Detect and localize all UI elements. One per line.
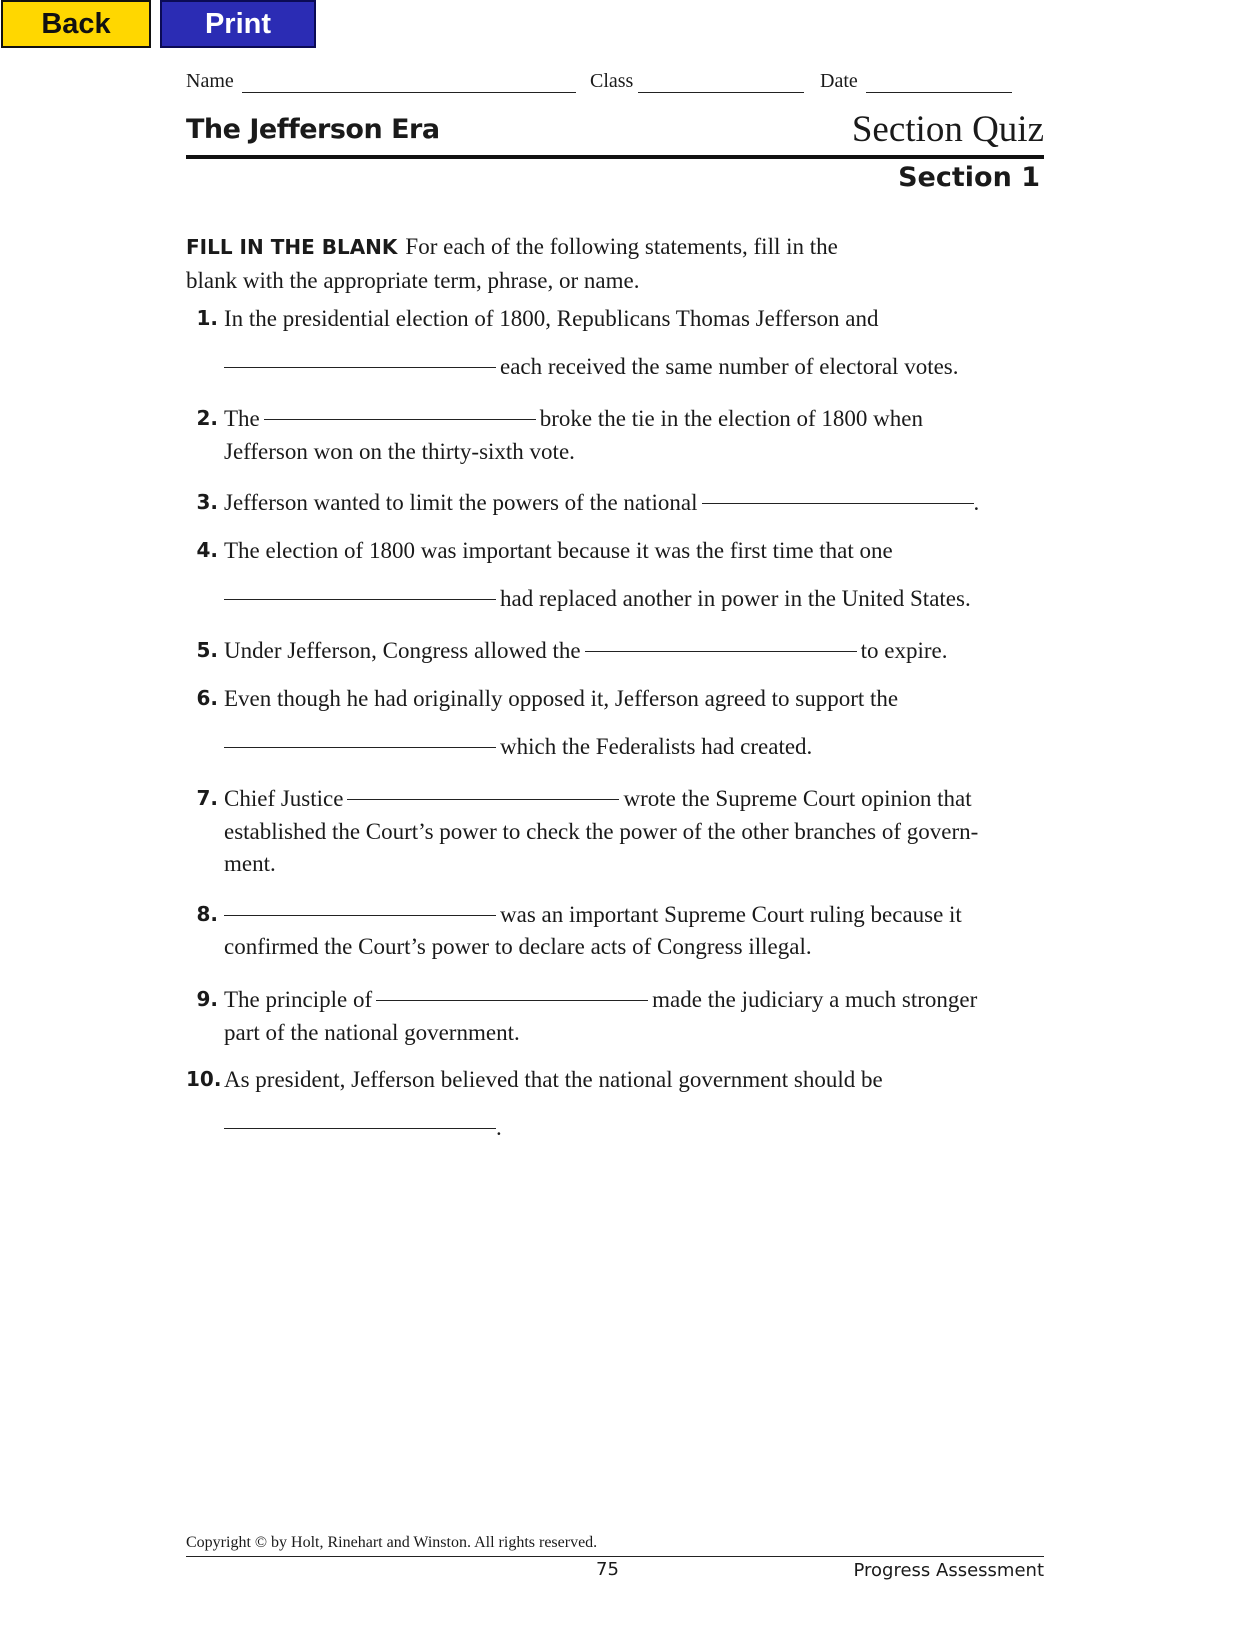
question-text: was an important Supreme Court ruling because it	[500, 902, 962, 927]
print-button[interactable]: Print	[160, 0, 316, 48]
question-number: 7.	[196, 786, 218, 810]
answer-blank[interactable]	[585, 650, 857, 652]
question-text: established the Court’s power to check the power of the other branches of govern-	[224, 819, 979, 844]
instructions-line2: blank with the appropriate term, phrase, or name.	[186, 268, 640, 293]
footer-label: Progress Assessment	[853, 1560, 1044, 1581]
question-text: confirmed the Court’s power to declare acts of Congress illegal.	[224, 934, 812, 959]
question-text: which the Federalists had created.	[500, 734, 813, 759]
date-label: Date	[820, 70, 858, 92]
question-text: Jefferson wanted to limit the powers of the national	[224, 490, 698, 515]
question-text: each received the same number of electoral votes.	[500, 354, 959, 379]
question-text: ment.	[224, 851, 276, 876]
question-text: Chief Justice	[224, 786, 344, 811]
instructions-line1: For each of the following statements, fill in the	[405, 234, 838, 259]
question-text: Jefferson won on the thirty-sixth vote.	[224, 439, 575, 464]
date-field[interactable]	[866, 92, 1012, 93]
answer-blank[interactable]	[702, 502, 974, 504]
title-divider	[186, 155, 1044, 159]
instructions-label: FILL IN THE BLANK	[186, 235, 398, 259]
page-number: 75	[596, 1559, 619, 1580]
answer-blank[interactable]	[224, 914, 496, 916]
question-number: 4.	[196, 538, 218, 562]
question-text: to expire.	[860, 638, 948, 663]
answer-blank[interactable]	[264, 418, 536, 420]
question-text: Even though he had originally opposed it, Jefferson agreed to support the	[224, 686, 899, 711]
question-number: 1.	[196, 306, 218, 330]
question-text: .	[973, 490, 980, 515]
question-text: wrote the Supreme Court opinion that	[623, 786, 972, 811]
answer-blank[interactable]	[224, 1127, 496, 1129]
question-number: 5.	[196, 638, 218, 662]
question-text: .	[496, 1115, 502, 1140]
back-button[interactable]: Back	[1, 0, 151, 48]
question-text: The principle of	[224, 987, 373, 1012]
answer-blank[interactable]	[347, 798, 619, 800]
question-text: Under Jefferson, Congress allowed the	[224, 638, 581, 663]
name-field[interactable]	[242, 92, 576, 93]
question-text: made the judiciary a much stronger	[652, 987, 978, 1012]
question-text: had replaced another in power in the United States.	[500, 586, 971, 611]
question-number: 10.	[186, 1067, 222, 1091]
answer-blank[interactable]	[224, 598, 496, 600]
answer-blank[interactable]	[224, 366, 496, 368]
section-label: Section 1	[898, 162, 1040, 193]
quiz-title: Section Quiz	[851, 109, 1044, 150]
question-text: part of the national government.	[224, 1020, 520, 1045]
student-info-row	[186, 70, 1044, 96]
page-title: The Jefferson Era	[186, 114, 440, 145]
question-text: As president, Jefferson believed that the national government should be	[224, 1067, 883, 1092]
question-number: 2.	[196, 406, 218, 430]
question-number: 6.	[196, 686, 218, 710]
question-number: 9.	[196, 987, 218, 1011]
question-text: The election of 1800 was important because it was the first time that one	[224, 538, 893, 563]
title-row	[186, 108, 1044, 158]
footer-divider	[186, 1556, 1044, 1557]
instructions	[186, 230, 886, 297]
copyright: Copyright © by Holt, Rinehart and Winston. All rights reserved.	[186, 1534, 598, 1551]
class-field[interactable]	[638, 92, 804, 93]
name-label: Name	[186, 70, 234, 92]
question-text: broke the tie in the election of 1800 when	[539, 406, 923, 431]
answer-blank[interactable]	[224, 746, 496, 748]
question-text: In the presidential election of 1800, Republicans Thomas Jefferson and	[224, 306, 879, 331]
question-number: 3.	[196, 490, 218, 514]
answer-blank[interactable]	[376, 999, 648, 1001]
question-number: 8.	[196, 902, 218, 926]
class-label: Class	[590, 70, 634, 92]
question-text: The	[224, 406, 260, 431]
